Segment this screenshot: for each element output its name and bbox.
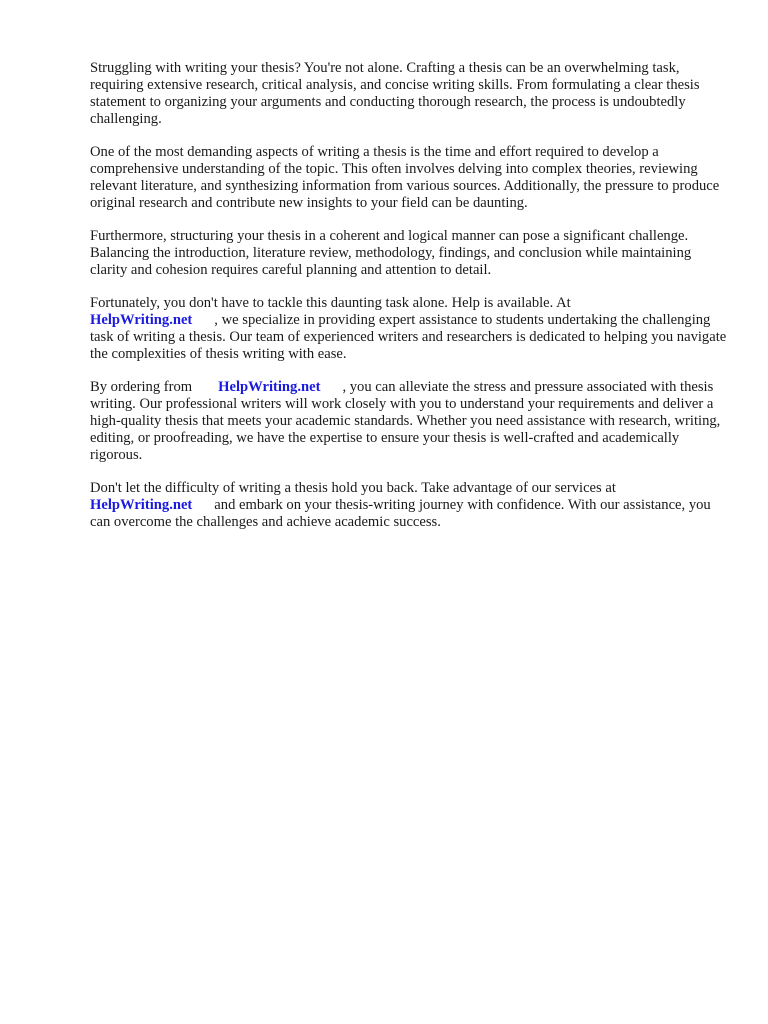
paragraph-intro-text: Struggling with writing your thesis? You're not alone. Crafting a thesis can be an overwhelming task, requiring extensive research, critical analysis, and concise writing skills. From formulating a clear thesis statement to organizing your arguments and conducting thorough research, the process is undoubtedly challenging.	[90, 60, 700, 127]
paragraph-intro	[90, 60, 730, 128]
paragraph-closing-text-after: and embark on your thesis-writing journey with confidence. With our assistance, you can overcome the challenges and achieve academic success.	[90, 497, 711, 530]
paragraph-demands	[90, 144, 730, 212]
paragraph-demands-text: One of the most demanding aspects of writing a thesis is the time and effort required to develop a comprehensive understanding of the topic. This often involves delving into complex theories, reviewing relevant literature, and synthesizing information from various sources. Additionally, the pressure to produce original research and contribute new insights to your field can be daunting.	[90, 144, 720, 211]
helpwriting-link-1[interactable]: HelpWriting.net	[90, 312, 193, 328]
paragraph-help	[90, 295, 730, 363]
helpwriting-link-3[interactable]: HelpWriting.net	[90, 497, 193, 513]
paragraph-ordering-text-before: By ordering from	[90, 379, 193, 395]
paragraph-ordering	[90, 379, 730, 464]
document-body	[90, 60, 730, 547]
paragraph-help-text-before: Fortunately, you don't have to tackle this daunting task alone. Help is available. At	[90, 295, 571, 311]
paragraph-ordering-text-after: , you can alleviate the stress and pressure associated with thesis writing. Our professional writers will work closely with you to understand your requirements and deliver a high-quality thesis that meets your academic standards. Whether you need assistance with research, writing, editing, or proofreading, we have the expertise to ensure your thesis is well-crafted and academically rigorous.	[90, 379, 721, 463]
paragraph-structure-text: Furthermore, structuring your thesis in a coherent and logical manner can pose a significant challenge. Balancing the introduction, literature review, methodology, findings, and conclusion while maintaining clarity and cohesion requires careful planning and attention to detail.	[90, 228, 692, 278]
paragraph-help-text-after: , we specialize in providing expert assistance to students undertaking the challenging task of writing a thesis. Our team of experienced writers and researchers is dedicated to helping you navigate the complexities of thesis writing with ease.	[90, 312, 727, 362]
paragraph-closing	[90, 480, 730, 531]
paragraph-structure	[90, 228, 730, 279]
helpwriting-link-2[interactable]: HelpWriting.net	[218, 379, 321, 395]
paragraph-closing-text-before: Don't let the difficulty of writing a thesis hold you back. Take advantage of our services at	[90, 480, 616, 496]
